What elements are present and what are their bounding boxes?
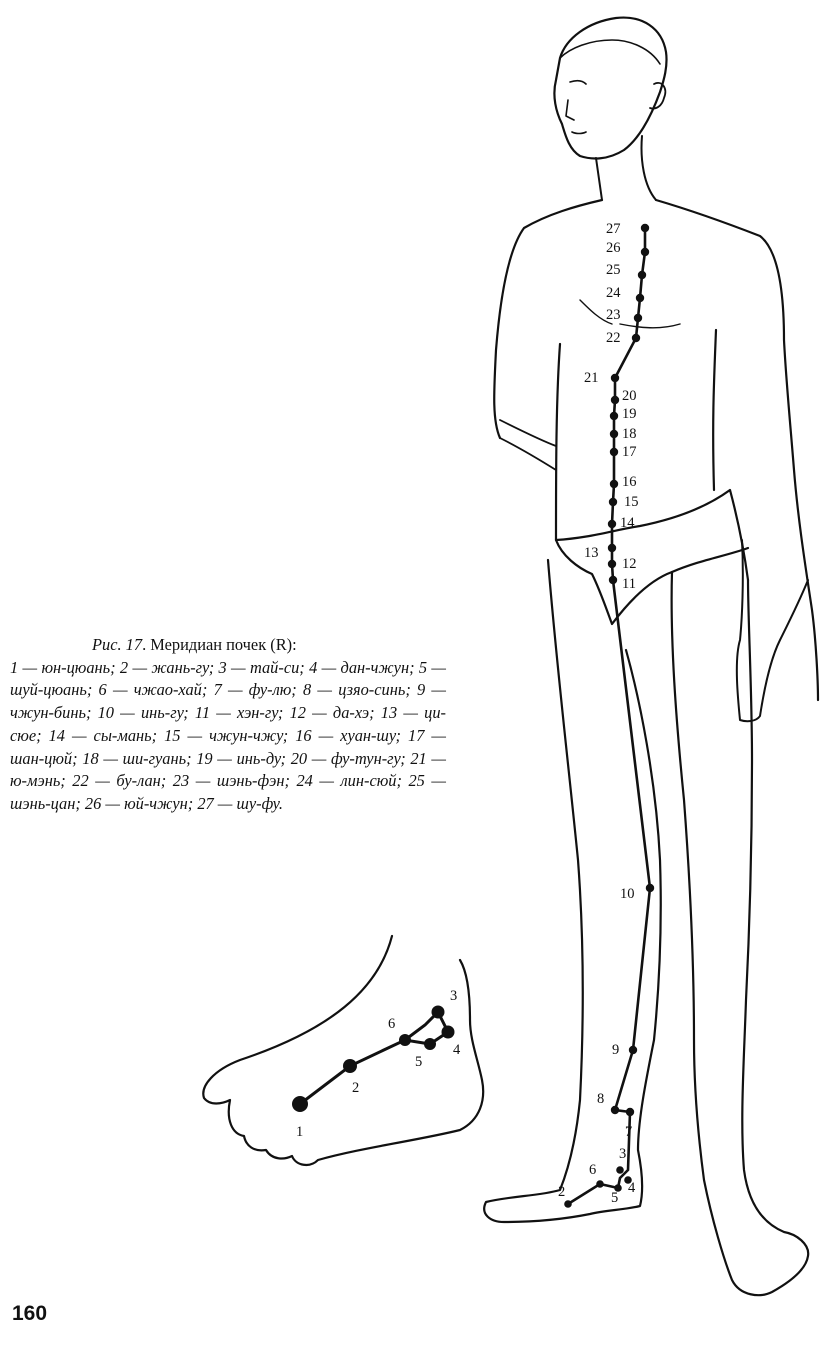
points-list: 1 — юн-цюань; 2 — жань-гу; 3 — тай-си; 4 — дан-чжун; 5 — шуй-цюань; 6 — чжао-хай; 7 — фу-лю; 8 — цзяо-синь; 9 — чжун-бинь; 10 — инь-гу; 11 — хэн-гу; 12 — да-хэ; 13 — ци-сюе; 14 — сы-мань; 15 — чжун-чжу; 16 — хуан-шу; 17 — шан-цюй; 18 — ши-гуань; 19 — инь-ду; 20 — фу-тун-гу; 21 — ю-мэнь; 22 — бу-лан; 23 — шэнь-фэн; 24 — лин-сюй; 25 — шэнь-цан; 26 — юй-чжун; 27 — шу-фу.: [10, 657, 446, 813]
label-25: 25: [606, 262, 621, 278]
foot-point-2: [343, 1059, 357, 1073]
label-11: 11: [622, 576, 636, 592]
label-20: 20: [622, 388, 637, 404]
neck-outline: [596, 136, 656, 200]
point-16: [610, 480, 618, 488]
label-12: 12: [622, 556, 637, 572]
chest-details: [580, 300, 680, 328]
hair-outline: [560, 40, 660, 64]
foot-label-6: 6: [388, 1016, 396, 1032]
point-9: [629, 1046, 637, 1054]
point-10: [646, 884, 654, 892]
label-15: 15: [624, 494, 639, 510]
label-7: 7: [625, 1124, 633, 1140]
label-24: 24: [606, 285, 621, 301]
label-16: 16: [622, 474, 637, 490]
meridian-line-foot: [300, 1012, 448, 1104]
foot-point-3: [432, 1006, 445, 1019]
label-22: 22: [606, 330, 621, 346]
meridian-line-body: [568, 228, 650, 1204]
caption-heading: [10, 634, 446, 657]
figure-caption: [10, 634, 446, 816]
left-leg-outline: [672, 572, 809, 1295]
point-13: [608, 544, 616, 552]
point-14: [608, 520, 616, 528]
label-3: 3: [619, 1146, 627, 1162]
point-6: [596, 1180, 604, 1188]
face-details: [566, 81, 586, 134]
label-21: 21: [584, 370, 599, 386]
point-19: [610, 412, 618, 420]
label-19: 19: [622, 406, 637, 422]
point-12: [608, 560, 616, 568]
point-11: [609, 576, 617, 584]
foot-point-6: [399, 1034, 411, 1046]
label-26: 26: [606, 240, 621, 256]
point-17: [610, 448, 618, 456]
head-outline: [554, 18, 666, 159]
label-23: 23: [606, 307, 621, 323]
label-9: 9: [612, 1042, 620, 1058]
label-13: 13: [584, 545, 599, 561]
point-24: [636, 294, 644, 302]
point-22: [632, 334, 640, 342]
left-arm-outline: [500, 420, 556, 470]
label-27: 27: [606, 221, 621, 237]
label-5: 5: [611, 1190, 619, 1206]
foot-point-1: [292, 1096, 308, 1112]
foot-label-1: 1: [296, 1124, 304, 1140]
label-17: 17: [622, 444, 637, 460]
foot-label-3: 3: [450, 988, 458, 1004]
label-2: 2: [558, 1184, 566, 1200]
label-18: 18: [622, 426, 637, 442]
label-14: 14: [620, 515, 635, 531]
figure-label: Рис. 17: [92, 635, 143, 654]
point-21: [611, 374, 619, 382]
foot-label-5: 5: [415, 1054, 423, 1070]
point-26: [641, 248, 649, 256]
point-15: [609, 498, 617, 506]
label-8: 8: [597, 1091, 605, 1107]
point-7: [626, 1108, 634, 1116]
foot-point-4: [442, 1026, 455, 1039]
figure-title: . Меридиан почек (R):: [142, 635, 297, 654]
label-10: 10: [620, 886, 635, 902]
right-arm-outline: [737, 540, 808, 721]
foot-label-2: 2: [352, 1080, 360, 1096]
point-23: [634, 314, 642, 322]
point-20: [611, 396, 619, 404]
point-25: [638, 271, 646, 279]
point-3: [616, 1166, 624, 1174]
torso-outline: [494, 200, 818, 700]
point-8: [611, 1106, 619, 1114]
point-18: [610, 430, 618, 438]
page-number: 160: [12, 1302, 48, 1325]
label-6: 6: [589, 1162, 597, 1178]
label-4: 4: [628, 1180, 636, 1196]
foot-inset-outline: [203, 936, 483, 1165]
foot-label-4: 4: [453, 1042, 461, 1058]
foot-point-5: [424, 1038, 436, 1050]
point-2: [564, 1200, 572, 1208]
meridian-labels-body: [558, 221, 639, 1206]
point-27: [641, 224, 649, 232]
